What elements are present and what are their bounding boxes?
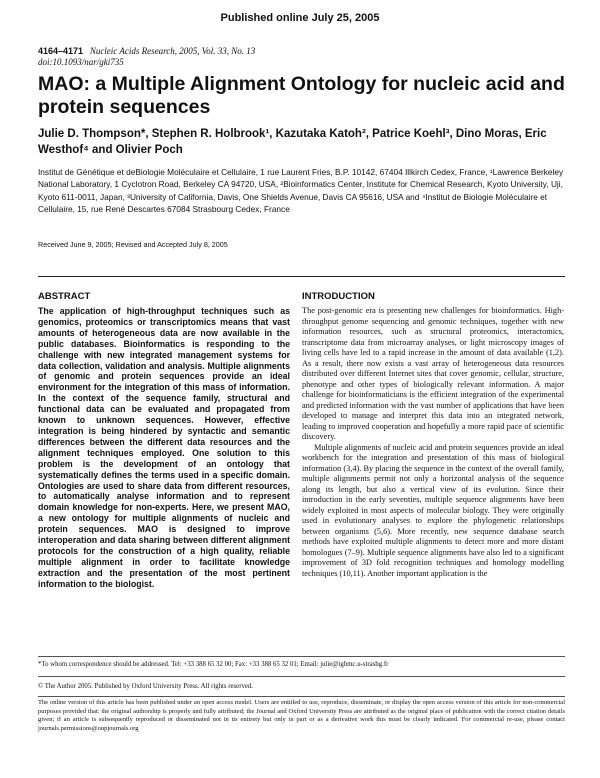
abstract-text: The application of high-throughput techniques such as genomics, proteomics or transcriptomics means that vast amounts of heterogeneous data are now available in the public databases. Bioinformatics is responding to the challenge with new integrated management systems for data collection, validation and analysis. Multiple alignments of genomic and protein sequences provide an ideal environment for the integration of this mass of information. In the context of the sequence family, structural and functional data can be evaluated and propagated from known to unknown sequences. However, effective integration is being hindered by syntactic and semantic differences between the different data resources and the alignment techniques employed. One solution to this problem is the development of an ontology that systematically defines the terms used in a specific domain. Ontologies are used to share data from different resources, to automatically analyse information and to represent domain knowledge for non-experts. Here, we present MAO, a new ontology for multiple alignments of nucleic and protein sequences. MAO is designed to improve interoperation and data sharing between different alignment protocols for the construction of a high quality, reliable multiple alignment in order to facilitate knowledge extraction and the presentation of the most pertinent information to the biologist. xyxy=(38,306,290,589)
citation-block xyxy=(38,46,255,68)
footnote-divider xyxy=(38,656,565,657)
copyright-notice: © The Author 2005. Published by Oxford University Press. All rights reserved. xyxy=(38,683,253,690)
article-title: MAO: a Multiple Alignment Ontology for nucleic acid and protein sequences xyxy=(38,73,565,118)
page-range: 4164–4171 xyxy=(38,46,84,56)
introduction-paragraph: Multiple alignments of nucleic acid and protein sequences provide an ideal workbench for the integration and presentation of this mass of biological information (3,4). By placing the sequence in the context of the overall family, multiple alignments permit not only a horizontal analysis of the sequence along its length, but also a vertical view of its evolution. Since their introduction in the early seventies, multiple sequence alignments have been widely exploited in most aspects of molecular biology. They were originally used in evolutionary analyses to explore the phylogenetic relationships between organisms (5,6). More recently, new sequence database search methods have exploited multiple alignments to detect more and more distant homologues (7–9). Multiple sequence alignments have also led to a significant improvement of 3D fold recognition techniques and homology modelling techniques (10,11). Another important application is the xyxy=(302,442,564,578)
journal-name: Nucleic Acids Research, 2005, Vol. 33, No. 13 xyxy=(89,46,256,56)
introduction-paragraph: The post-genomic era is presenting new challenges for bioinformatics. High-throughput genome sequencing and genomic techniques, together with new information resources, such as structural proteomics, interactomics, transcriptome data from microarray analyses, or light microscopy images of living cells have led to a rapid increase in the amount of data available (1,2). As a result, there now exists a vast array of heterogeneous data resources distributed over different Internet sites that cover genomic, cellular, structure, phenotype and other types of biologically relevant information. A major challenge for bioinformaticians is the efficient integration of the experimental and predicted information with the vast number of applications that have been developed to manage and interpret this data into an integrated network, leading to improved cooperation and hopefully a more rapid pace of scientific discovery. xyxy=(302,306,564,441)
published-online-date: Published online July 25, 2005 xyxy=(220,12,380,24)
abstract-heading: ABSTRACT xyxy=(38,291,91,302)
affiliations: Institut de Génétique et deBiologie Moléculaire et Cellulaire, 1 rue Laurent Fries, B.P. 10142, 67404 Illkirch Cedex, France, ¹Lawrence Berkeley National Laboratory, 1 Cyclotron Road, Berkeley CA 94720, USA, ²Bioinformatics Center, Institute for Chemical Research, Kyoto University, Uji, Kyoto 611-0011, Japan, ³University of California, Davis, One Shields Avenue, Davis CA 95616, USA and ⁴Institut de Biologie Moléculaire et Cellulaire, 15, rue René Descartes 67084 Strasbourg Cedex, France xyxy=(38,167,564,215)
license-divider xyxy=(38,696,565,697)
introduction-heading: INTRODUCTION xyxy=(302,291,375,302)
header-divider xyxy=(38,276,565,277)
correspondence-footnote: *To whom correspondence should be addressed. Tel: +33 388 65 32 00; Fax: +33 388 65 32 01; Email: julie@igbmc.u-strasbg.fr xyxy=(38,661,389,668)
received-dates: Received June 9, 2005; Revised and Accepted July 8, 2005 xyxy=(38,240,228,249)
doi[interactable]: doi:10.1093/nar/gki735 xyxy=(38,57,124,67)
author-list: Julie D. Thompson*, Stephen R. Holbrook¹, Kazutaka Katoh², Patrice Koehl³, Dino Moras, Eric Westhof⁴ and Olivier Poch xyxy=(38,128,547,156)
introduction-text xyxy=(302,306,564,579)
open-access-license: The online version of this article has been published under an open access model. Users are entitled to use, reproduce, disseminate, or display the open access version of this article for non-commercial purposes provided that: the original authorship is properly and fully attributed; the Journal and Oxford University Press are attributed as the original place of publication with the correct citation details given; if an article is subsequently reproduced or disseminated not in its entirety but only in part or as a derivative work this must be clearly indicated. For commercial re-use, please contact journals.permissions@oupjournals.org xyxy=(38,699,565,732)
copyright-divider xyxy=(38,676,565,677)
